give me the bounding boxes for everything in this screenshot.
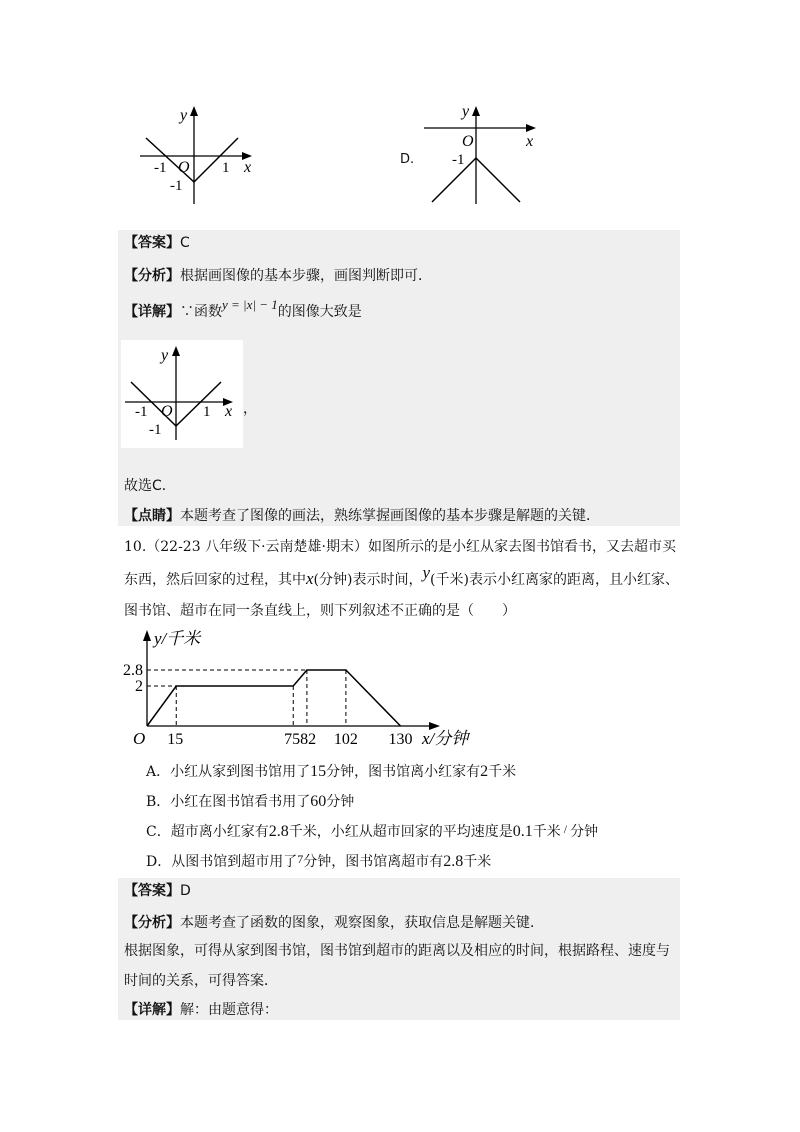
x-axis-label: x/分钟 xyxy=(422,729,469,748)
x-label: x xyxy=(244,159,252,176)
neg-one-x-label: -1 xyxy=(154,160,167,176)
origin-label: O xyxy=(161,403,173,420)
y-axis-arrow xyxy=(190,106,198,116)
distance-series-line xyxy=(147,670,401,726)
x-label: x xyxy=(225,403,233,420)
y-axis-label: y/千米 xyxy=(154,629,201,648)
answer-line: 【答案】C xyxy=(124,235,190,251)
comma: ， xyxy=(243,401,257,417)
y-tick-label: 2 xyxy=(135,678,143,695)
conclusion-line: 故选C． xyxy=(124,478,176,494)
neg-one-y-label: -1 xyxy=(170,178,183,194)
graph-option-d xyxy=(420,102,544,206)
one-label: 1 xyxy=(222,160,230,176)
option-d-label: D. xyxy=(400,152,415,167)
analysis-line-q10-3: 时间的关系，可得答案． xyxy=(124,973,278,989)
x-tick-label: 7582 xyxy=(284,731,317,748)
x-label: x xyxy=(526,133,534,150)
answer-line-q10: 【答案】D xyxy=(124,883,191,899)
one-label: 1 xyxy=(203,404,211,420)
y-label: y xyxy=(180,107,188,124)
x-tick-label: 102 xyxy=(333,731,358,748)
neg-one-label: -1 xyxy=(452,152,465,168)
y-axis-arrow xyxy=(472,106,480,116)
x-tick-label: 130 xyxy=(388,731,413,748)
origin-label: O xyxy=(462,133,474,150)
distance-time-chart xyxy=(120,622,480,750)
y-axis-arrow xyxy=(172,346,180,356)
analysis-line: 【分析】根据画图像的基本步骤，画图判断即可． xyxy=(124,268,432,284)
neg-one-y-label: -1 xyxy=(149,422,162,438)
option-a[interactable]: A．小红从家到图书馆用了15分钟，图书馆离小红家有2千米 xyxy=(146,763,517,780)
x-tick-label: 15 xyxy=(167,731,184,748)
question-source: （22-23 八年级下·云南楚雄·期末） xyxy=(146,539,368,555)
question-number: 10. xyxy=(124,539,147,555)
comment-line: 【点睛】本题考查了图像的画法，熟练掌握画图像的基本步骤是解题的关键． xyxy=(124,508,600,524)
detail-line-q10: 【详解】解：由题意得： xyxy=(124,1002,278,1018)
y-tick-label: 2.8 xyxy=(123,662,143,679)
question-10-line-3: 图书馆、超市在同一条直线上，则下列叙述不正确的是（ ） xyxy=(124,603,516,619)
neg-one-x-label: -1 xyxy=(135,404,148,420)
option-c[interactable]: C．超市离小红家有2.8千米，小红从超市回家的平均速度是0.1千米 / 分钟 xyxy=(146,822,599,840)
graph-option-c xyxy=(138,102,262,206)
origin-label: O xyxy=(133,729,146,748)
question-10-line-2: 东西，然后回家的过程，其中x(分钟)表示时间，y(千米)表示小红离家的距离，且小红家、 xyxy=(124,563,679,588)
question-10-line-1: 10.（22-23 八年级下·云南楚雄·期末）如图所示的是小红从家去图书馆看书，又去超市买 xyxy=(124,539,676,555)
x-axis-arrow xyxy=(526,124,536,132)
detail-line: 【详解】∵函数y = |x| − 1的图像大致是 xyxy=(124,297,362,320)
option-d[interactable]: D．从图书馆到超市用了7分钟，图书馆离超市有2.8千米 xyxy=(146,852,492,870)
analysis-line-q10-2: 根据图象，可得从家到图书馆，图书馆到超市的距离以及相应的时间，根据路程、速度与 xyxy=(124,943,670,959)
origin-label: O xyxy=(178,159,190,176)
formula: y = |x| − 1 xyxy=(222,297,278,312)
y-label: y xyxy=(462,103,470,120)
option-b[interactable]: B．小红在图书馆看书用了60分钟 xyxy=(146,793,355,810)
y-axis-arrow xyxy=(143,630,151,641)
answer-graph xyxy=(121,340,243,448)
y-label: y xyxy=(161,347,169,364)
analysis-line-q10: 【分析】本题考查了函数的图象，观察图象，获取信息是解题关键． xyxy=(124,915,544,931)
